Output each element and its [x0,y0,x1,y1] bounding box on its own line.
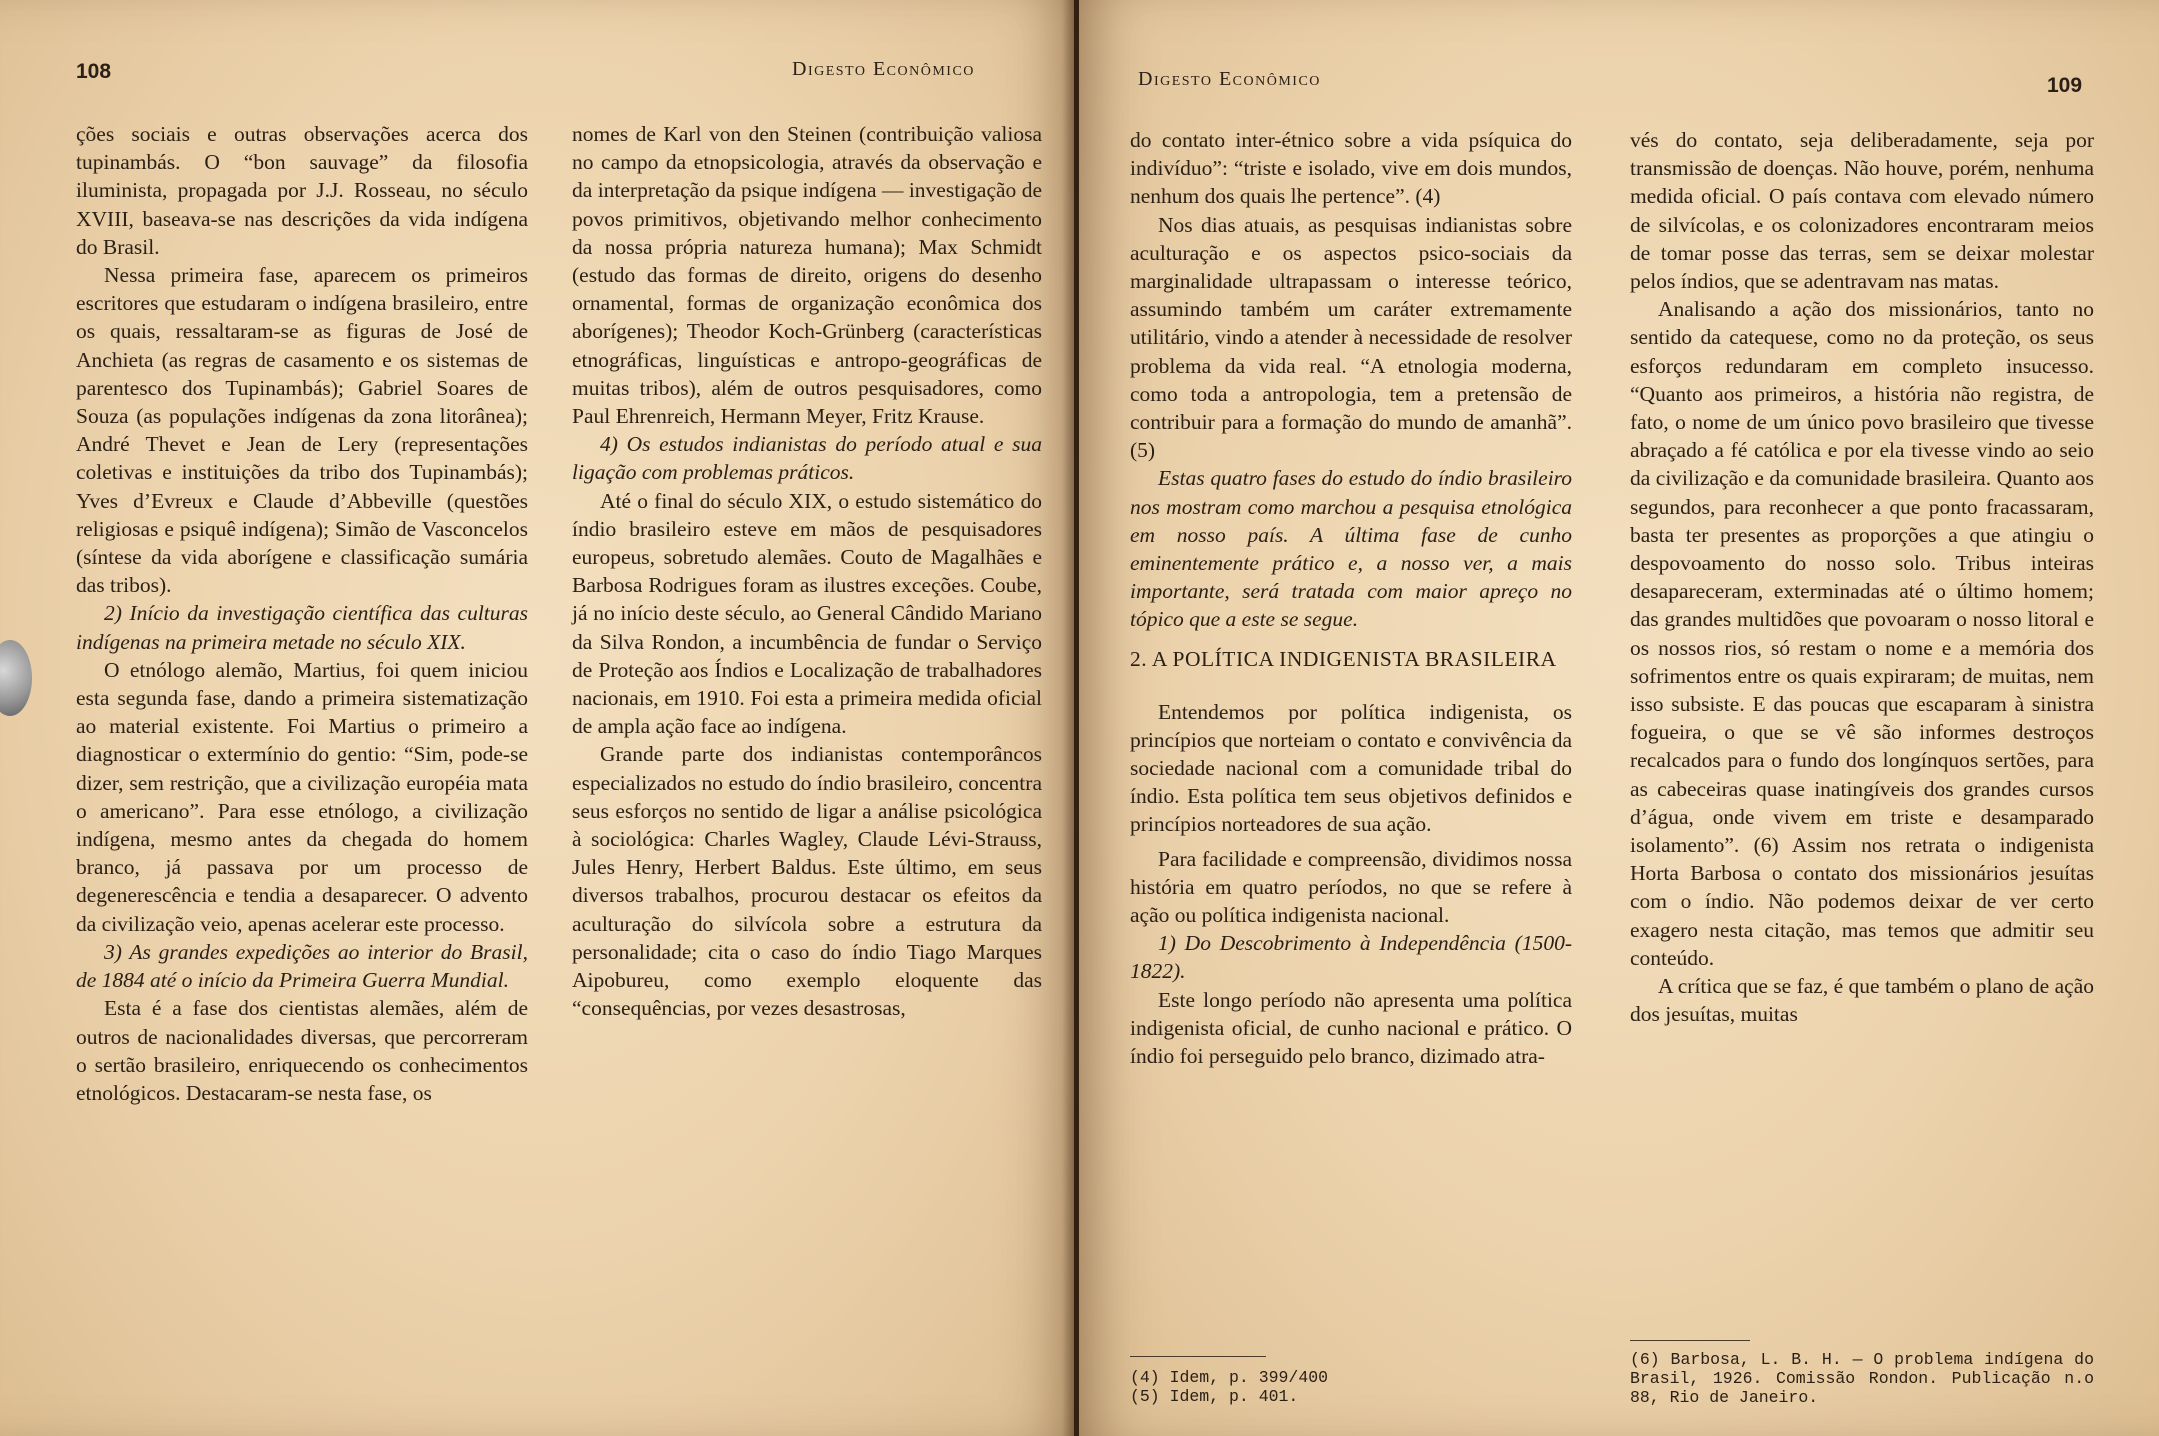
paragraph: Analisando a ação dos missionários, tanto no sentido da catequese, como no da proteção, os seus esforços redundaram em completo insucesso. “Quanto aos primeiros, a história não registra, de fato, o nome de um único povo brasileiro que tivesse abraçado a fé católica e por ela tivesse vindo ao seio da civilização e da comunidade brasileira. Quanto aos segundos, para reconhecer a que ponto fracassaram, basta ter presentes as proporções a que atingiu o despovoamento do nosso solo. Tribus inteiras desapareceram, exterminadas até o último homem; das grandes multidões que povoaram o nosso litoral e os nossos rios, só restam o nome e a memória dos sofrimentos entre os quais expiraram; de muitas, nem isso subsiste. E das poucas que escaparam à sinistra fogueira, o que se vê são informes destroços recalcados para o fundo dos longínquos sertões, para as cabeceiras quase inatingíveis dos grandes cursos d’água, onde vivem em triste e desamparado isolamento”. (6) Assim nos retrata o indigenista Horta Barbosa o contato dos missionários jesuítas com o índio. Não podemos deixar de ver certo exagero nesta citação, mas temos que admitir seu conteúdo. [1630,297,2094,970]
paragraph: Grande parte dos indianistas contemporâncos especializados no estudo do índio brasileiro, concentra seus esforços no sentido de ligar a análise psicológica à sociológica: Charles Wagley, Claude Lévi-Strauss, Jules Henry, Herbert Baldus. Este último, em seus diversos trabalhos, procurou destacar os efeitos da aculturação do silvícola sobre a estrutura da personalidade; cita o caso do índio Tiago Marques Aipobureu, como exemplo eloquente das “consequências, por vezes desastrosas, [572,742,1042,1021]
left-page [0,0,1074,1436]
paragraph: do contato inter-étnico sobre a vida psíquica do indivíduo”: “triste e isolado, vive em dois mundos, nenhum dos quais lhe pertence”. (4) [1130,128,1572,209]
paragraph: Este longo período não apresenta uma política indigenista oficial, de cunho nacional e prático. O índio foi perseguido pelo branco, dizimado atra- [1130,987,1572,1069]
section-heading: 2. A POLÍTICA INDIGENISTA BRASILEIRA [1130,646,1557,671]
coin-object [0,640,32,716]
paragraph: 3) As grandes expedições ao interior do Brasil, de 1884 até o início da Primeira Guerra Mundial. [76,939,528,993]
page-number-right: 109 [2047,74,2083,97]
left-column-2 [572,120,1042,1023]
footnote-5: (5) Idem, p. 401. [1130,1387,1299,1406]
right-column-2 [1630,126,2094,1029]
right-page [1079,0,2159,1436]
paragraph: Nos dias atuais, as pesquisas indianistas sobre aculturação e os aspectos psico-sociais da marginalidade ultrapassam o interesse teórico, assumindo também um caráter extremamente utilitário, vindo a atender à necessidade de resolver problema da vida real. “A etnologia moderna, como toda a antropologia, tem a pretensão de contribuir para a formação do mundo de amanhã”. (5) [1130,212,1572,463]
running-head-right: Digesto Econômico [1138,68,1321,90]
running-head-left: Digesto Econômico [792,58,975,80]
paragraph: Esta é a fase dos cientistas alemães, além de outros de nacionalidades diversas, que percorreram o sertão brasileiro, enriquecendo os conhecimentos etnológicos. Destacaram-se nesta fase, os [76,996,528,1105]
footnotes-column-1 [1130,1368,1560,1406]
page-number-left: 108 [76,60,112,83]
paragraph: ções sociais e outras observações acerca dos tupinambás. O “bon sauvage” da filosofia iluminista, propagada por J.J. Rosseau, no século XVIII, baseava-se nas descrições da vida indígena do Brasil. [76,122,528,259]
paragraph: 1) Do Descobrimento à Independência (1500-1822). [1130,931,1572,984]
left-column-1 [76,120,528,1107]
paragraph: Para facilidade e compreensão, dividimos nossa história em quatro períodos, no que se refere à ação ou política indigenista nacional. [1130,846,1572,928]
footnote-rule-2 [1630,1340,1750,1341]
paragraph: O etnólogo alemão, Martius, foi quem iniciou esta segunda fase, dando a primeira sistematização ao material existente. Foi Martius o primeiro a diagnosticar o extermínio do gentio: “Sim, pode-se dizer, sem restrição, que a civilização européia mata o americano”. Para esse etnólogo, a civilização indígena, mesmo antes da chegada do homem branco, já passava por um processo de degenerescência e tendia a desaparecer. O advento da civilização veio, apenas acelerar este processo. [76,657,528,936]
paragraph: A crítica que se faz, é que também o plano de ação dos jesuítas, muitas [1630,974,2094,1027]
footnotes-column-2 [1630,1350,2094,1407]
paragraph: Entendemos por política indigenista, os princípios que norteiam o contato e convivência da sociedade nacional com a comunidade tribal do índio. Esta política tem seus objetivos definidos e princípios norteadores de sua ação. [1130,699,1572,837]
footnote-6: (6) Barbosa, L. B. H. — O problema indígena do Brasil, 1926. Comissão Rondon. Publicação n.o 88, Rio de Janeiro. [1630,1350,2094,1407]
paragraph: 4) Os estudos indianistas do período atual e sua ligação com problemas práticos. [572,432,1042,485]
paragraph: nomes de Karl von den Steinen (contribuição valiosa no campo da etnopsicologia, através da observação e da interpretação da psique indígena — investigação de povos primitivos, objetivando melhor conhecimento da nossa própria natureza humana); Max Schmidt (estudo das formas de direito, origens do desenho ornamental, formas de organização econômica dos aborígenes); Theodor Koch-Grünberg (características etnográficas, linguísticas e antropo-geográficas de muitas tribos), além de outros pesquisadores, como Paul Ehrenreich, Hermann Meyer, Fritz Krause. [572,122,1042,429]
footnote-4: (4) Idem, p. 399/400 [1130,1368,1329,1387]
paragraph: Nessa primeira fase, aparecem os primeiros escritores que estudaram o indígena brasileiro, entre os quais, ressaltaram-se as figuras de José de Anchieta (as regras de casamento e os sistemas de parentesco dos Tupinambás); Gabriel Soares de Souza (as populações indígenas da zona litorânea); André Thevet e Jean de Lery (representações coletivas e instituições da tribo dos Tupinambás); Yves d’Evreux e Claude d’Abbeville (questões religiosas e psiquê indígena); Simão de Vasconcelos (síntese da vida aborígene e classificação sumária das tribos). [76,263,528,598]
paragraph: Estas quatro fases do estudo do índio brasileiro nos mostram como marchou a pesquisa etnológica em nosso país. A última fase de cunho eminentemente prático e, a nosso ver, a mais importante, será tratada com maior apreço no tópico que a este se segue. [1130,466,1572,632]
footnote-rule-1 [1130,1356,1266,1357]
paragraph: 2) Início da investigação científica das culturas indígenas na primeira metade no século XIX. [76,601,528,654]
right-column-1 [1130,126,1572,1070]
paragraph: vés do contato, seja deliberadamente, seja por transmissão de doenças. Não houve, porém, nenhuma medida oficial. O país contava com elevado número de silvícolas, e os colonizadores encontraram meios de tomar posse das terras, sem se deixar molestar pelos índios, que se adentravam nas matas. [1630,128,2094,294]
paragraph: Até o final do século XIX, o estudo sistemático do índio brasileiro esteve em mãos de pesquisadores europeus, sobretudo alemães. Couto de Magalhães e Barbosa Rodrigues foram as ilustres exceções. Coube, já no início deste século, ao General Cândido Mariano da Silva Rondon, a incumbência de fundar o Serviço de Proteção aos Índios e Localização de trabalhadores nacionais, em 1910. Foi esta a primeira medida oficial de ampla ação face ao indígena. [572,488,1042,739]
